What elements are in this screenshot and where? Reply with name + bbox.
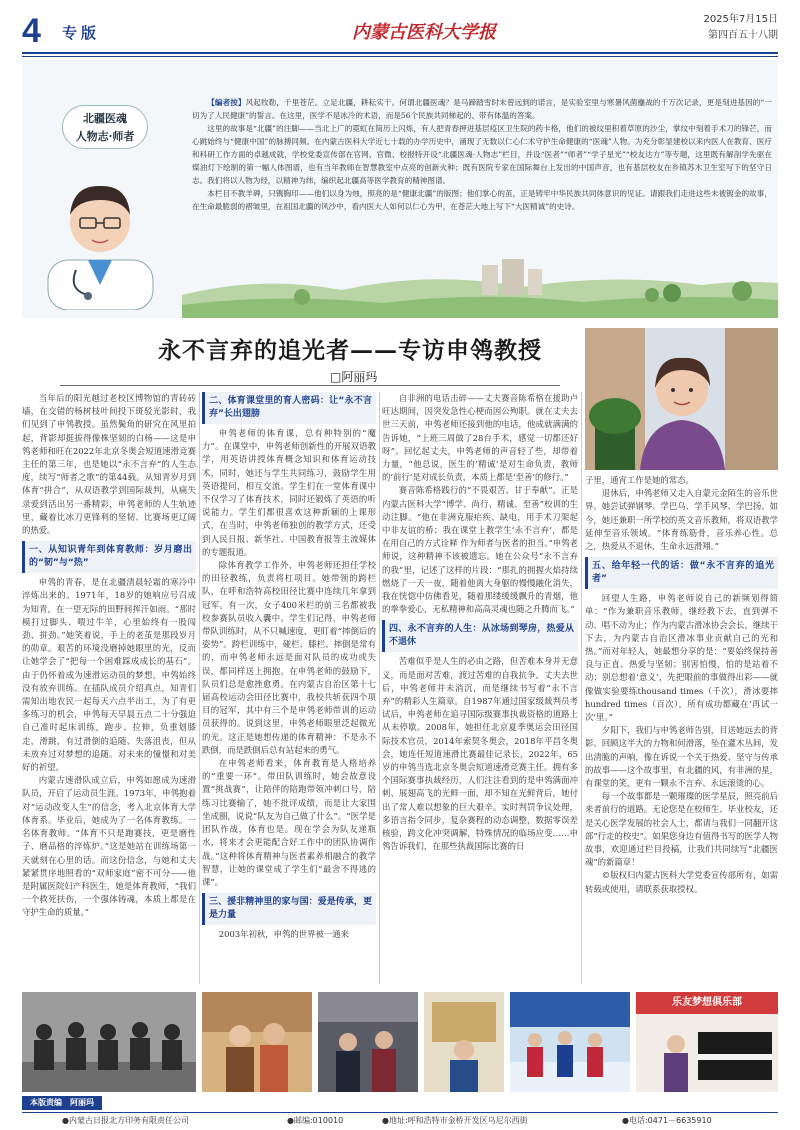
editor-note-p3: 本栏目不教羊碑，只镌胸印——他们以身为烛，照亮的是“健康北疆”的版图；他们掌心的茧，正是铸牢中华民族共同体意识的见证。请跟我们走进这些未被镀金的故事，在生命最脆弱的褶皱里，在祖国北疆的风沙中，看内医大人如何以仁心为甲，在苍茫大地上写下“大医精诚”的史诗。 (192, 189, 772, 211)
article-author: □阿丽玛 (330, 370, 378, 384)
photo-strip (22, 992, 778, 1092)
article-column-4 (585, 474, 778, 986)
issue-info (703, 12, 778, 44)
page-editor: 本版责编 阿丽玛 (22, 1096, 102, 1110)
masthead: 内蒙古医科大学报 (352, 22, 496, 43)
article-paragraph: 当年后的阳光越过老校区博物馆的青砖砖墙，在交错的杨树枝叶间投下斑驳光影时，我们见到了申鸰教授。虽然鬓角的研究在风里拍起，背影却挺拔得像株坚韧的白杨——这是申鸰老师和旺在2022年北京冬奥会短道速滑竞赛主任的第三年，也是她以“永不言弃”的人生态度，续写“师者之歌”的第44载。从知青岁月到体育“拼合”，从双语教学到国际裁判，从痛失录爱到活出另一番精彩，申鸰老师的人生轨迹里，藏着比冰刀更锋利的坚韧、比赛场更辽阔的热爱。 (22, 393, 196, 536)
piano-scene (636, 1014, 778, 1092)
column-badge (62, 105, 148, 149)
editor-note-box (22, 60, 778, 318)
column-divider (379, 392, 380, 984)
article-title: 永不言弃的追光者——专访申鸰教授 (158, 337, 542, 364)
header-rule (22, 52, 778, 54)
page-header (22, 10, 778, 58)
printer-info: ●内蒙古日报北方印务有限责任公司 (62, 1116, 189, 1125)
article-paragraph: 子里，通宵工作是她的常态。 (585, 475, 694, 485)
header-rule-thin (22, 56, 778, 57)
article-paragraph: 申鸰老师的体育课，总有种特别的“魔力”。在课堂中，申鸰老师创新性的开展双语教学，用英语讲授体育概念知识和体育运动技术，同时，她还与学生共同练习，鼓励学生用英语提问，相互交流。学生们在一堂体育课中不仅学习了体育技术，同时还锻炼了英语的听说能力。学生们都很喜欢这种新颖的上课形式，在当时，申鸰老师独创的教学方式，还受到人民日报、新华社、中国教育报等主流媒体的专题报道。 (202, 428, 376, 557)
portrait-photo (585, 328, 778, 470)
article-paragraph: 回望人生路，申鸰老师说自己的新频划得简单：“作为兼职音乐教师，继经教下去，直到弹不动、唱不动为止；作为内蒙古滑冰协会会长，继续干下去，为内蒙古自治区滑冰事业贡献自己的光和热。”而对年轻人，她最想分享的是：“要始终保持善良与正直、热爱与坚韧；别害怕慢，怕的是站着不动；别总想着‘意义’，先把眼前的事做得出彩——就像做实验要练thousand times（千次），滑冰要摔hundred times（百次），所有成功都藏在‘再试一次’里。” (585, 593, 778, 723)
page-number: 4 (22, 12, 41, 50)
section-heading-2: 二、体育课堂里的育人密码：让“永不言弃”长出翅膀 (202, 392, 376, 424)
article-paragraph: 2003年初秋，申鸰的世界被一通来 (218, 929, 349, 940)
ice-rink-photo (510, 992, 630, 1092)
article-column-1 (22, 392, 196, 984)
issue-date: 2025年7月15日 (703, 14, 778, 25)
column-divider (199, 392, 200, 984)
article-paragraph: 申鸰的青春，是在北疆清晨轻霜的寒冷中淬炼出来的。1971年，18岁的她响应号召成为知青，在一望无际的田野间挥汗如雨。“那时模打过脚头、喂过牛羊，心里始终有一股闯劲、拼劲。”她笑着说，手上的老茧是那段岁月的勋章。艰苦的环境没磨掉她眼里的光，反而让她学会了“把每一个困难踩成成长的基石”。由于仍怀着成为速滑运动员的梦想，申鸰始终没有放弃训练。在插队成员介绍真点，知青们需知出地农民一起每天六点半出工，为了有更多练习的机会，申鸰每天早晨五点二十分强迫自己准时起床训练，跑步、拉伸，负重划膝走，滑跳，有过滑倒的追随、失落沮丧，但从未放弃过对梦想的追随。对未来的憧憬和对美好的祈望。 (22, 577, 196, 773)
article-paragraph: ©版权归内蒙古医科大学党委宣传部所有，如需转载或使用，请联系获取授权。 (585, 870, 778, 894)
doctor-illustration (28, 160, 173, 310)
section-label: 专版 (62, 24, 101, 42)
issue-number: 第四百五十八期 (708, 30, 778, 41)
title-rule (60, 385, 560, 386)
column-name-line2: 人物志·师者 (75, 130, 135, 143)
section-heading-1: 一、从知识青年到体育教师：岁月磨出的“韧”与“热” (22, 541, 196, 573)
section-heading-3: 三、援非精神里的家与国：爱是传承，更是力量 (202, 893, 376, 925)
article-paragraph: 退休后，申鸰老师又走入自蒙元金陌生的音乐世界。她尝试弹钢琴、学巴乌、学手风琴、学巴扬。如今，她还兼职一所学校的英文音乐教师，将双语教学延伸至音乐领域。“体育练筋骨，音乐养心性。总之，热爱从不退休，生命永远滑翔。” (585, 488, 778, 552)
editor-note-lead: 【编者按】 (207, 98, 246, 107)
article-paragraph: 夕阳下，我们与申鸰老师告别，目送她远去的背影。回顾这半大的力物和何滑落，坠在灌木丛间，发出清脆的声响，像在诉说一个关于热爱、坚守与传承的故事——这个故事里，有北疆的风，有非洲的星，有课堂的笑，更有一颗永不言弃、永远滚烫的心。 (585, 725, 778, 789)
piano-club-photo (636, 992, 778, 1092)
article-paragraph: 赛音陈希格践行的“不畏艰苦、甘于奉献”，正是内蒙古医科大学“博学、尚行、精诚、至善”校训的生动注脚。“他在非洲克服疟疾、缺电，用手术刀架起中非友谊的桥；我在课堂上教学生‘永不言弃’，都是在用自己的方式诠释 作为师者与医者的担当。”申鸰老师说，这种精神不该被遗忘。她在公众号“永不言弃的我”里，记述了这样的片段：“那扎的拥握火焰持续燃烧了一天一夜，随着他离大身躯的慢慢融化消失，我在恍惚中仿佛看见，随着那缕缓缓飘升的青烟，他的拳拳爱心，无私精神和高高灵魂也随之升腾而飞。” (382, 485, 578, 615)
landscape-illustration (182, 255, 778, 318)
article-column-3 (382, 392, 578, 984)
couple-photo (202, 992, 312, 1092)
page-footer (22, 1112, 778, 1128)
editor-note-p1: 风起牧勒，千里苍茫。立足北疆，耕耘实干。何谓北疆医魂？是马蹄踏雪时未曾远到的诺言，是实验室里与寒暑风菌鏖战的千万次记录，更是刻进基因的“一切为了人民健康”的誓言。在这里，医学不是冰冷的术语，而是56个民族共同梯起的、带有体温的答案。 (192, 98, 772, 120)
article-paragraph: 在申鸰老师看来，体育教育是人格培养的“重要一环”。带田队训练时，她会故意设置“挑战赛”，让陪伴的陪跑带领冲刺口号，陪练习比赛输了，她不批评成绩，而是让大家围坐成圈，说说“队友为自己做了什么”。“医学是团队作战，体育也是。现在学会为队友递瓶水，将来才会更能配合好工作中的团队协调作战。”这种将体育精神与医者素养相融合的教学智慧，让她的课堂成了学生们“最舍不得逃的课”。 (202, 758, 376, 887)
column-divider (581, 392, 582, 984)
editor-note-p2: 这里的故事是“北疆”的注脚——当北上广的霓虹在简历上闪烁，有人把青春押进基层疫区卫生院的药卡格，他们的被纹里积着草原的沙尘，掌纹中刻着手术刀的锋芒，而心跳始终与“健康中国”的脉搏同频。在内蒙古医科大学近七十载的办学历史中，涌现了无数以仁心仁术守护生命健康的“医魂”人物。为充分彰显建校以来内医人在教育、医疗和科研工作方面的卓越成就，学校党委宣传部在官网、官微、校报特开设“北疆医魂·人物志”栏目，并设“医者”“师者”“学子星光”“校友达方”等专题，这里既有解剖学先驱在煤油灯下绘制的第一幅人体图谱，也有当年教师在智慧教室中点亮的创新火种；既有医院专家在国际舞台上发出的中国声音，也有基层校友在乡镇苏木卫生室写下的坚守日志。我们将以人物为经，以精神为纬，编织起北疆高等医学教育的精神图谱。 (192, 124, 772, 185)
club-sign: 乐友梦想俱乐部 (636, 992, 778, 1014)
postcode-info: ●邮编:010010 (287, 1116, 344, 1125)
article-paragraph: 除体育教学工作外，申鸰老师还担任学校的田径教练，负责将杠项目。她带领的跨栏队，在呼和浩特高校田径比赛中连续几年拿到冠军。有一次，女子400米栏的前三名都被我校参赛队员收入囊中。学生们记得，申鸰老师带队训练时，从不只喊速度，更盯着“摔倒后的姿势”。跨栏训练中，碰栏、膝栏、摔倒是常有的，而申鸰老师永远是面对队员的成功或失误，都同样送上拥抱。在申鸰老师的鼓励下，队员们总是愈挫愈勇。在内蒙古自治区第十七届高校运动会田径比赛中，我校共斩获四个项目的冠军，其中有三个是申鸰老师带训的运动员获得的。说到这里，申鸰老师眼里泛起微光的光。这正是她想传递的体育精神：不是永不跌倒，而是跌倒后总有站起来的勇气。 (202, 560, 376, 755)
article-column-2 (202, 392, 376, 984)
section-heading-4: 四、永不言弃的人生：从冰场到琴房，热爱从不退休 (382, 620, 578, 652)
article-paragraph: 内蒙古速滑队成立后，申鸰如愿成为速滑队员，开启了运动员生涯。1973年，申鸰抱着对“运动改变人生”的信念，考入北京体育大学体育系。毕业后，她成为了一名体育教练。一名体育教师。“体育不只是跑赛技，更是磨性子、磨品格的淬炼炉。”这是她站在训练场第一天就刻在心里的话。而这份信念，与她和丈夫紧紧贯序地照看的“双师家庭”密不可分——他是附属医院妇产科医生，她是体育教师，“我们一个救死扶伤，一个强体铸魂，本质上都是在守护生命的质量。” (22, 775, 196, 918)
editor-note-text (192, 96, 772, 266)
group-photo-bw (22, 992, 196, 1092)
article-paragraph: 每一个故事都是一颗璀璨的医学星辰，照亮前后来者前行的道路。无论您是在校师生、毕业校友，还是关心医学发展的社会人士，都请与我们一同翻开这部“行走的校史”。如果您身边有值得书写的医学人物故事，欢迎通过栏目投稿，让我们共同续写“北疆医魂”的新篇章！ (585, 791, 778, 868)
ceremony-photo (318, 992, 418, 1092)
article-paragraph: 自非洲的电话击碎——丈夫赛音陈希格在援助卢旺达期间，因突发急性心梗而因公殉职。就在丈夫去世三天前，申鸰老师还接到他的电话，他成就满满的告诉她，“上班三周做了28台手术，感觉一切都还好呀”。回忆起丈夫，申鸰老师的声音轻了些，却带着力量，“他总说，医生的‘精诚’是对生命负责，教师的‘前行’是对成长负责，本质上都是‘至善’的修行。” (382, 393, 578, 483)
article-paragraph: 苦难似乎是人生的必由之路，但苦难本身并无意义，而是面对苦难，渡过苦难的自我抗争。丈夫去世后，申鸰老师并未消沉，而是继续书写着“永不言弃”的精彩人生篇章。自1987年通过国家级裁判员考试后，申鸰老师在追寻国际级赛事执裁资格的道路上从未停歇。2008年，她担任北京夏季奥运会田径国际技术官员，2014年索契冬奥会，2018年平昌冬奥会，她连任短道速滑比赛最佳记录长，2022年，65岁的申鸰当选北京冬奥会短道速滑竞赛主任。拥有多个国际赛事执裁经历，人们注注看到的是申鸰满面冲刺、展翅高飞的光鲜一面，却不知在光鲜背后，她付出了常人难以想象的巨大艰辛。实时判罚争议处理，多语言指令同步，复杂赛程的动态调整，数据零误差核验，跨文化冲突调解，特殊情况的临场应变……申鸰告诉我们，在那些执裁国际比赛的日 (382, 656, 578, 852)
phone-info: ●电话:0471－6635910 (622, 1116, 712, 1125)
section-heading-5: 五、给年轻一代的话：做“永不言弃的追光者” (585, 557, 778, 589)
award-photo (424, 992, 504, 1092)
address-info: ●地址:呼和浩特市金桥开发区乌尼尔西街 (382, 1116, 528, 1125)
column-name-line1: 北疆医魂 (83, 112, 127, 125)
